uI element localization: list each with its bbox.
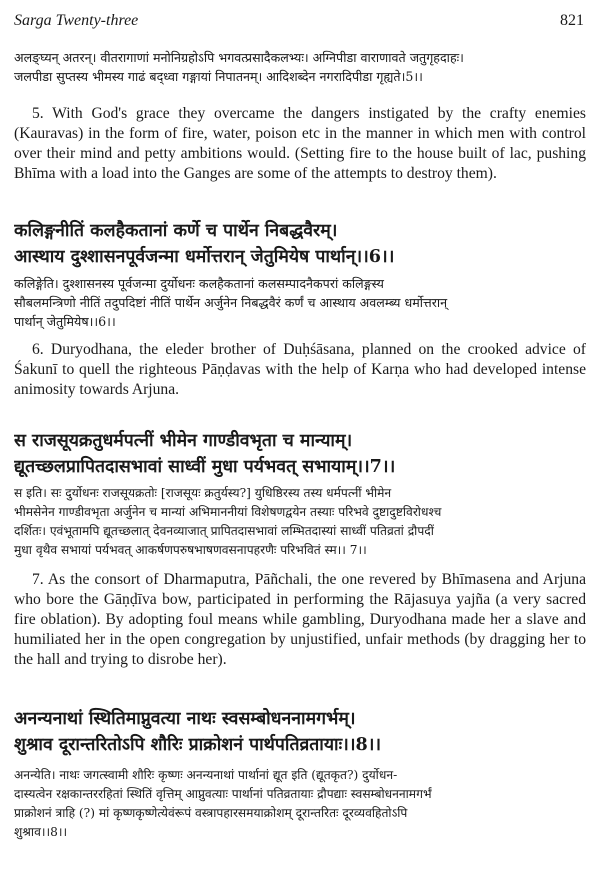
commentary-line: कलिङ्गेति। दुश्शासनस्य पूर्वजन्मा दुर्योधनः कलहैकतानां कलसम्पादनैकपरां कलिङ्गस्य <box>14 276 384 291</box>
commentary-8 <box>14 766 586 842</box>
verse-8 <box>14 706 586 758</box>
page-number: 821 <box>560 12 584 29</box>
verse-line: शुश्राव दूरान्तरितोऽपि शौरिः प्राक्रोशनं पार्थपतिव्रतायाः।।8।। <box>14 734 382 755</box>
commentary-line: पार्थान् जेतुमियेष।।6।। <box>14 314 116 329</box>
commentary-line: स इति। सः दुर्योधनः राजसूयक्रतोः [राजसूयः क्रतुर्यस्य?] युधिष्ठिरस्य तस्य धर्मपत्नीं भीमेन <box>14 486 392 500</box>
commentary-line: दास्यत्वेन रक्षकान्तररहितां स्थितिं वृत्तिम् आप्नुवत्याः पार्थानां पतिव्रतायाः द्रौपद्याः स्वसम्बोधननामगर्भं <box>14 787 432 801</box>
verse-6 <box>14 218 586 270</box>
commentary-6 <box>14 274 586 331</box>
commentary-line: अलङ्घ्यन् अतरन्। वीतरागाणां मनोनिग्रहोऽपि भगवत्प्रसादैकलभ्यः। अग्निपीडा वाराणावते जतुगृहदाहः। <box>14 50 464 65</box>
commentary-line: सौबलमन्त्रिणो नीतिं तदुपदिष्टां नीतिं पार्थेन अर्जुनेन निबद्धवैरं कर्णं च आस्थाय अवलम्ब्य धर्मोत्तरान् <box>14 295 448 310</box>
commentary-line: मुधा वृथैव सभायां पर्यभवत् आकर्षणपरुषभाषणवसनापहरणैः परिभवितं स्म।। 7।। <box>14 543 367 557</box>
commentary-line: अनन्येति। नाथः जगत्स्वामी शौरिः कृष्णः अनन्यनाथां पार्थानां द्यूत इति (द्यूतकृत?) दुर्योधन- <box>14 768 398 782</box>
commentary-line: भीमसेनेन गाण्डीवभृता अर्जुनेन च मान्यां अभिमाननीयां विशेषणद्वयेन तस्याः परिभवे दुष्टादुष्टविरोधश्च <box>14 505 442 519</box>
verse-line: अनन्यनाथां स्थितिमाप्नुवत्या नाथः स्वसम्बोधननामगर्भम्। <box>14 708 356 729</box>
verse-line: द्यूतच्छलप्रापितदासभावां साध्वीं मुधा पर्यभवत् सभायाम्।।7।। <box>14 456 396 477</box>
translation-6: 6. Duryodhana, the eleder brother of Duḥśāsana, planned on the crooked advice of Śakunī to quell the righteous Pāṇḍavas with the help of Karṇa who had developed intense animosity towards Arjuna. <box>14 341 586 398</box>
translation-5: 5. With God's grace they overcame the dangers instigated by the crafty enemies (Kauravas) in the form of fire, water, poison etc in the manner in which men with control over their mind and petty ambitions would. (Setting fire to the house built of lac, pushing Bhīma with a load into the Ganges are some of the attempts to destroy them). <box>14 105 586 182</box>
verse-line: कलिङ्गनीतिं कलहैकतानां कर्णे च पार्थेन निबद्धवैरम्। <box>14 220 338 241</box>
commentary-7 <box>14 484 586 560</box>
commentary-line: शुश्राव।।8।। <box>14 825 68 839</box>
translation-7: 7. As the consort of Dharmaputra, Pāñchali, the one revered by Bhīmasena and Arjuna who bore the Gāṇḍīva bow, participated in performing the Rājasuya yajña (a very sacred fire oblation). By adopting foul means while gambling, Duryodhana made her a slave and humiliated her in the open congregation by unjustified, unfair methods (by dragging her to the hall and trying to disrobe her). <box>14 571 586 668</box>
verse-line: स राजसूयक्रतुधर्मपत्नीं भीमेन गाण्डीवभृता च मान्याम्। <box>14 430 353 451</box>
verse-line: आस्थाय दुश्शासनपूर्वजन्मा धर्मोत्तरान् जेतुमियेष पार्थान्।।6।। <box>14 246 395 267</box>
verse-7 <box>14 428 586 480</box>
commentary-line: जलपीडा सुप्तस्य भीमस्य गाढं बद्ध्वा गङ्गायां निपातनम्। आदिशब्देन नगरादिपीडा गृह्यते।5।। <box>14 69 423 84</box>
running-header-title: Sarga Twenty-three <box>14 12 139 29</box>
commentary-line: दर्शितः। एवंभूतामपि द्यूतच्छलात् देवनव्याजात् प्रापितदासभावां लम्भितदास्यां साध्वीं पतिव्रतां द्रौपदीं <box>14 524 434 538</box>
commentary-top <box>14 48 586 86</box>
commentary-line: प्राक्रोशनं त्राहि (?) मां कृष्णकृष्णेत्येवंरूपं वस्त्रापहारसमयाक्रोशम् दूरान्तरितः दूरव्यवहितोऽपि <box>14 806 408 820</box>
